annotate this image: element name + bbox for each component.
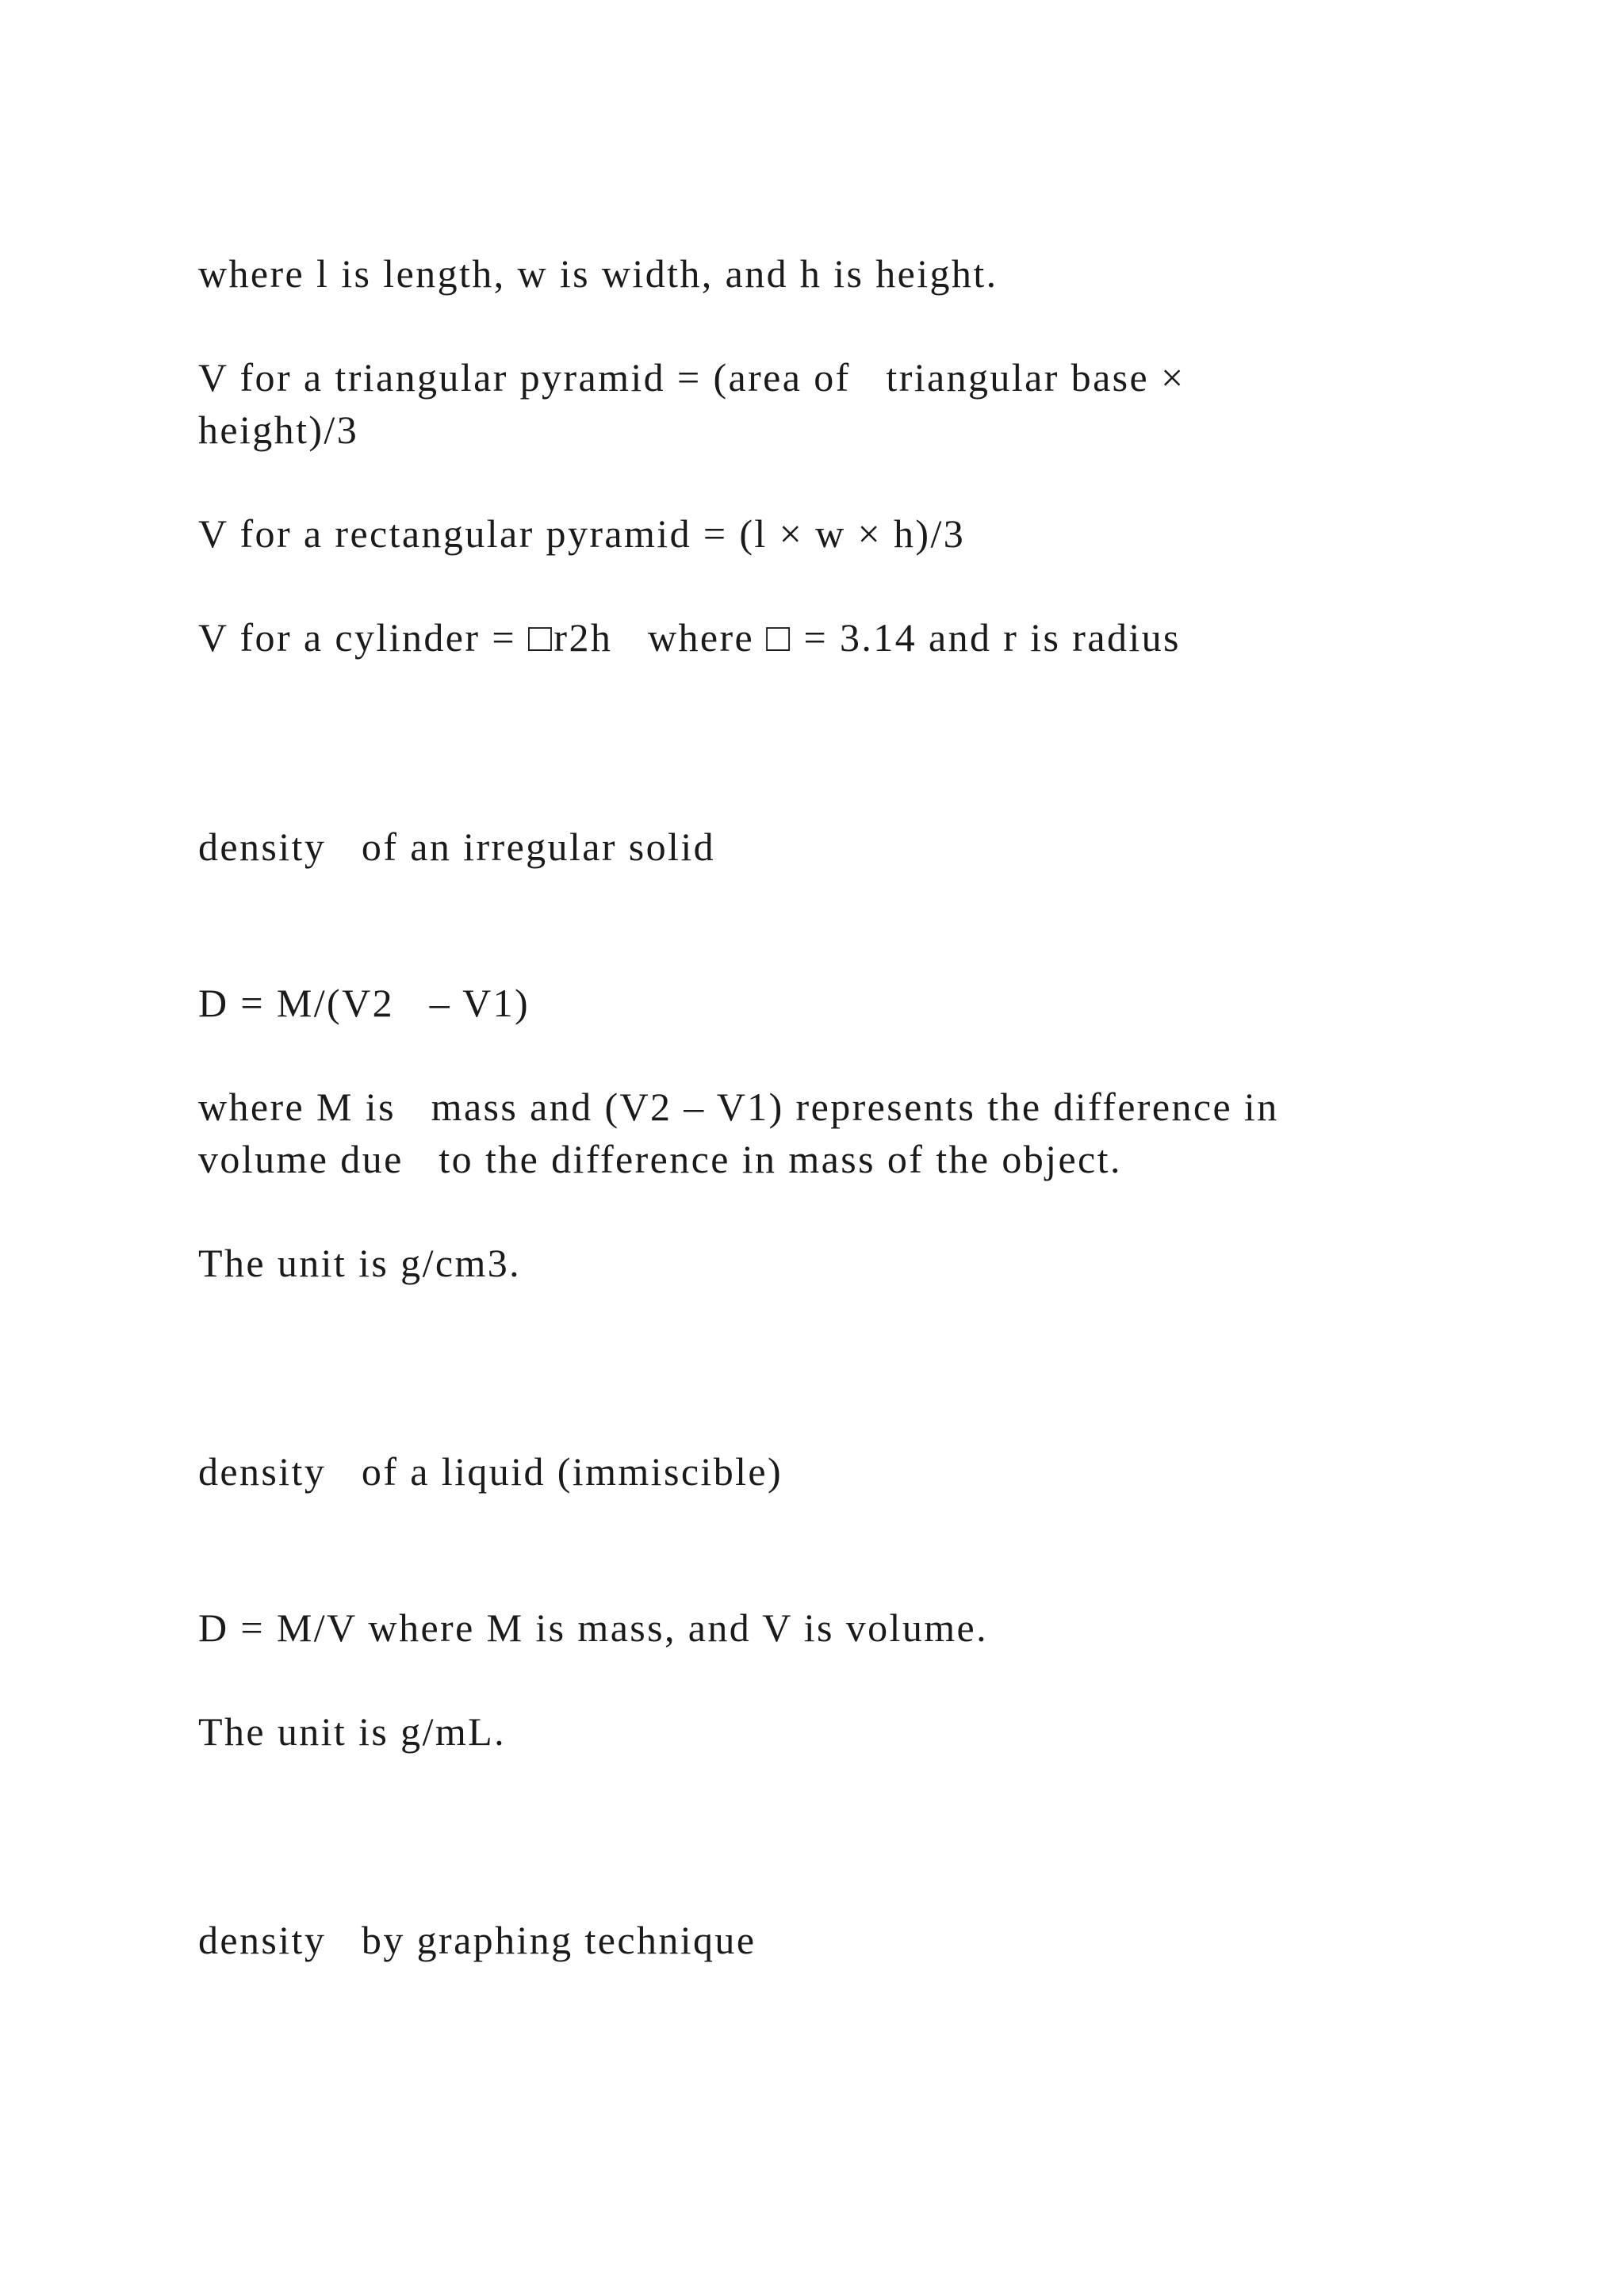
- text-line-cylinder-formula: V for a cylinder = □r2h where □ = 3.14 and r is radius: [198, 615, 1181, 660]
- text-line-triangular-pyramid-formula-cont: height)/3: [198, 408, 359, 452]
- text-line-irregular-solid-explanation: where M is mass and (V2 – V1) represents the difference in: [198, 1085, 1279, 1129]
- heading-liquid: density of a liquid (immiscible): [198, 1449, 783, 1494]
- text-line-irregular-solid-formula: D = M/(V2 – V1): [198, 981, 530, 1025]
- text-line-liquid-formula: D = M/V where M is mass, and V is volume.: [198, 1605, 989, 1650]
- heading-graphing-technique: density by graphing technique: [198, 1918, 756, 1962]
- text-line-solid-unit: The unit is g/cm3.: [198, 1241, 522, 1285]
- text-line-irregular-solid-explanation-cont: volume due to the difference in mass of the object.: [198, 1137, 1122, 1181]
- heading-irregular-solid: density of an irregular solid: [198, 825, 716, 869]
- text-line-dimensions-note: where l is length, w is width, and h is height.: [198, 251, 998, 296]
- text-line-liquid-unit: The unit is g/mL.: [198, 1709, 506, 1754]
- text-line-triangular-pyramid-formula: V for a triangular pyramid = (area of triangular base ×: [198, 355, 1185, 400]
- text-line-rectangular-pyramid-formula: V for a rectangular pyramid = (l × w × h)/3: [198, 511, 966, 556]
